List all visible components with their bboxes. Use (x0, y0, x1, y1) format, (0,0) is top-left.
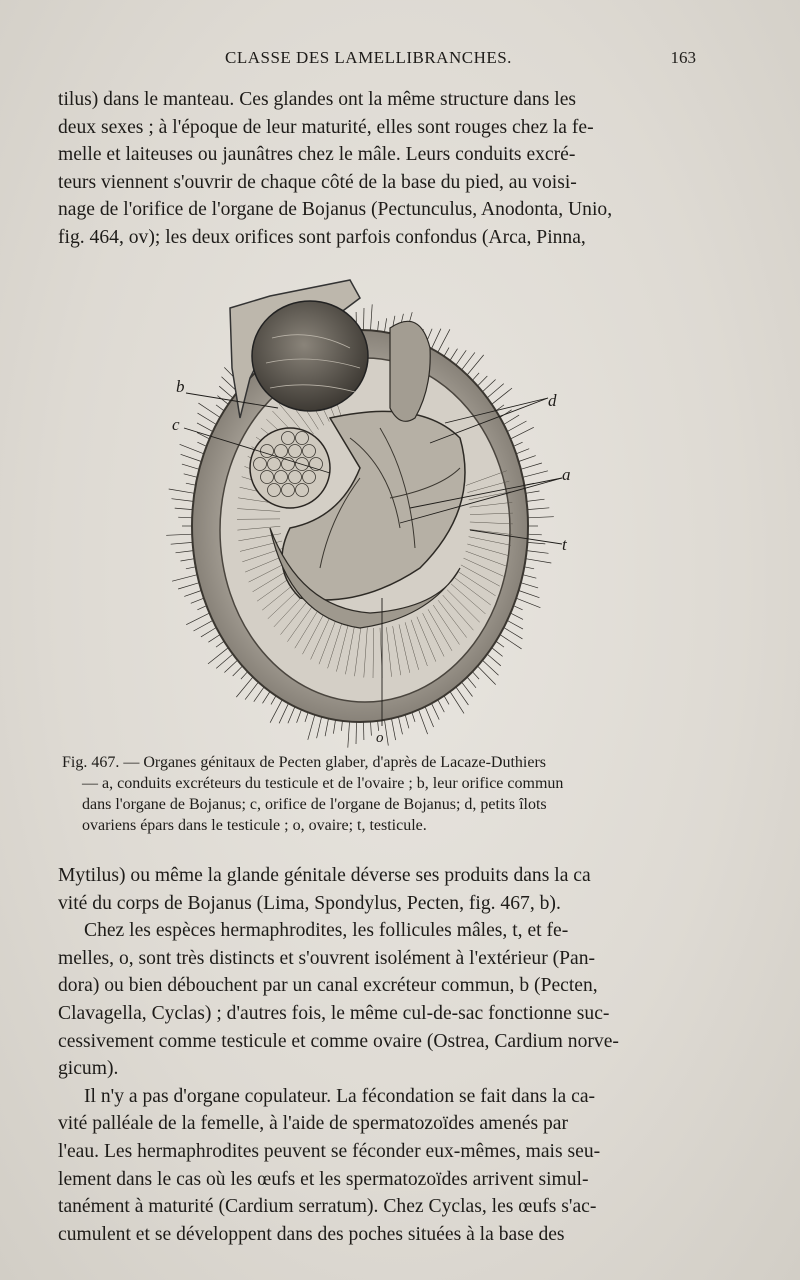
text-line: cumulent et se développent dans des poches situées à la base des (58, 1223, 565, 1245)
text-line: Clavagella, Cyclas) ; d'autres fois, le même cul-de-sac fonctionne suc- (58, 1002, 610, 1024)
label-a: a (562, 465, 571, 484)
pecten-anatomy-engraving (160, 268, 580, 748)
text-line: Chez les espèces hermaphrodites, les follicules mâles, t, et fe- (84, 920, 569, 942)
ovary-mass (252, 301, 368, 411)
text-line: vité palléale de la femelle, à l'aide de spermatozoïdes amenés par (58, 1113, 569, 1135)
label-d: d (548, 391, 557, 410)
bottom-text (58, 862, 700, 1248)
text-line: vité du corps de Bojanus (Lima, Spondylus, Pecten, fig. 467, b). (58, 892, 561, 914)
top-paragraph (58, 86, 700, 252)
text-line: melles, o, sont très distincts et s'ouvrent isolément à l'extérieur (Pan- (58, 947, 596, 969)
text-line: deux sexes ; à l'époque de leur maturité, elles sont rouges chez la fe- (58, 116, 594, 138)
figure-caption (62, 752, 698, 836)
label-b: b (176, 377, 185, 396)
text-line: dora) ou bien débouchent par un canal excréteur commun, b (Pecten, (58, 975, 598, 997)
page-header (60, 48, 696, 74)
figure-467-illustration (160, 268, 580, 748)
text-line: gicum). (58, 1058, 119, 1080)
caption-line: dans l'organe de Bojanus; c, orifice de l'organe de Bojanus; d, petits îlots (82, 796, 547, 813)
text-line: tilus) dans le manteau. Ces glandes ont la même structure dans les (58, 89, 577, 110)
text-line: nage de l'orifice de l'organe de Bojanus (Pectunculus, Anodonta, Unio, (58, 199, 613, 221)
running-title: CLASSE DES LAMELLIBRANCHES. (225, 48, 512, 67)
text-line: teurs viennent s'ouvrir de chaque côté de la base du pied, au voisi- (58, 171, 577, 193)
text-line: lement dans le cas où les œufs et les spermatozoïdes arrivent simul- (58, 1168, 589, 1190)
label-c: c (172, 415, 180, 434)
text-line: Mytilus) ou même la glande génitale déverse ses produits dans la ca (58, 865, 591, 886)
text-line: tanément à maturité (Cardium serratum). Chez Cyclas, les œufs s'ac- (58, 1196, 597, 1218)
caption-line: Fig. 467. — Organes génitaux de Pecten glaber, d'après de Lacaze-Duthiers (62, 754, 546, 771)
page-number: 163 (670, 48, 696, 67)
caption-line: — a, conduits excréteurs du testicule et de l'ovaire ; b, leur orifice commun (82, 775, 564, 792)
label-t: t (562, 535, 567, 554)
text-line: melle et laiteuses ou jaunâtres chez le mâle. Leurs conduits excré- (58, 144, 576, 166)
text-line: Il n'y a pas d'organe copulateur. La fécondation se fait dans la ca- (84, 1085, 596, 1107)
text-line: cessivement comme testicule et comme ovaire (Ostrea, Cardium norve- (58, 1030, 619, 1052)
caption-line: ovariens épars dans le testicule ; o, ovaire; t, testicule. (82, 817, 427, 834)
text-line: l'eau. Les hermaphrodites peuvent se féconder eux-mêmes, mais seu- (58, 1140, 601, 1162)
text-line: fig. 464, ov); les deux orifices sont parfois confondus (Arca, Pinna, (58, 226, 586, 248)
label-o: o (376, 730, 384, 746)
